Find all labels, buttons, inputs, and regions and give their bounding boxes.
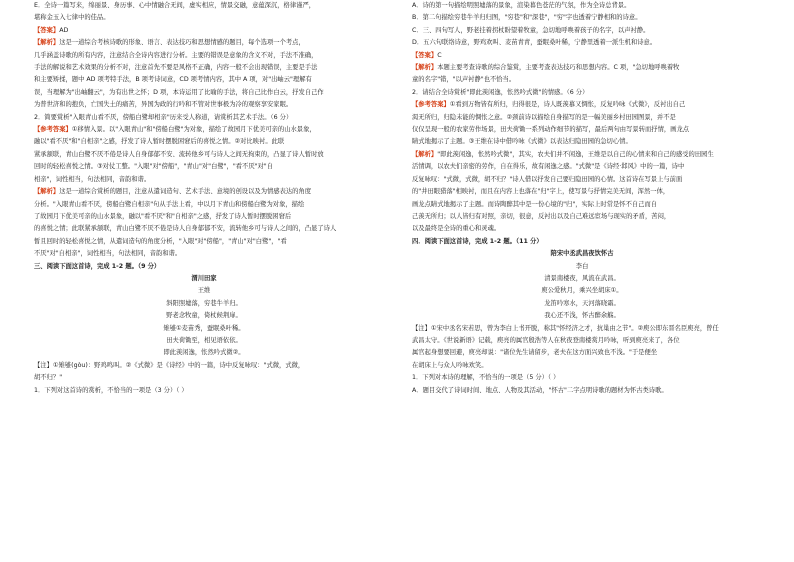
text-line: ①移情入景。以"入眼青山"和"傍船白鹭"为对象，描绘了故园月下优美可亲的山水景象， xyxy=(71,126,316,134)
analysis-tag: 【解析】 xyxy=(412,64,438,72)
poem-line: 庾公爱秋月，乘兴坐胡床①。 xyxy=(541,287,623,295)
answer-tag: 【答案】 xyxy=(34,26,60,34)
text-line: "即此羡闲逸，怅然吟式微"，其实，农夫们并不闲逸，王维是以自己的心情来和自己的感受的田园生 xyxy=(437,150,714,158)
analysis-line xyxy=(34,186,374,198)
analysis-line xyxy=(34,37,374,49)
text-line: 童的名字"错，"以声衬静"也不恰当。 xyxy=(412,76,516,84)
section-3-title: 三、阅读下面这首诗，完成 1-2 题。（9 分） xyxy=(34,262,161,270)
section-4-title: 四．阅读下面这首诗，完成 1-2 题。（11 分） xyxy=(412,237,543,245)
question-1: 1．下列对这首诗的赏析，不恰当的一项是（3 分）（ ） xyxy=(34,386,188,394)
answer-tag: 【答案】 xyxy=(412,51,438,59)
poem-author: 李白 xyxy=(575,262,589,270)
text-line: 渴无所归，归隐未能的惆怅之意。②颈前诗以描绘自身描写的是一幅美丽乡村田园图景，并不是 xyxy=(412,113,676,121)
poem-block xyxy=(412,248,752,322)
text-line: 仅仅呈现一般的农家劳作场景，田夫荷锄一系列动作细节的描写，最后两句由写景转而抒情，画龙点 xyxy=(412,126,690,134)
option-c: C．三、四句写人，野老挂着拐杖盼望着牧童，急切地呼唤着孩子的名字，以声衬静。 xyxy=(412,26,650,34)
text-line: 的"井田眼猎落"相映衬，而且在内容上也落在"归"字上，使写景与抒情完美无间，浑然一体， xyxy=(412,188,670,196)
text-line: 己羡无所归；以人皆归有对照，亲切，很意，反衬出以及自己难远宦场与现实的矛盾，苦闷， xyxy=(412,212,671,220)
answer-line xyxy=(412,50,752,62)
text-line: 不厌"对"自相亲"，词性相当，句法相同，音韵和谐。 xyxy=(34,250,182,258)
text-line: E．全诗一篇写来，绵丽景、身历事、心中情融合无间，虚实相应，情景交融，意蕴深沉，格律谨严， xyxy=(34,2,316,9)
note-line: 武昌太守。《世说新语》记载，庾亮的属官殷浩等人在秋夜登南楼赏月吟咏，听到庾亮来了，各位 xyxy=(412,336,680,344)
option-d: D．五六句联络诗意，野鸡欢叫、麦苗青青，蚕眠桑叶稀，宁静里透着一派生机和诗意。 xyxy=(412,39,657,47)
note-line: 属官起身想要回避，庾亮却说："诸位先生请留步，老夫在这方面兴致也不浅。"于是便坐 xyxy=(412,349,658,357)
analysis-tag: 【解析】 xyxy=(412,150,438,158)
note-line: 【注】①宋中丞名宋若思，曾为李白上书开脱，称其"怀经济之才，抗巢由之节"。②庾公即东晋名臣庾亮，曾任 xyxy=(412,324,719,332)
analysis-tag: 【解析】 xyxy=(34,39,60,47)
text-line: 这是一道综合赏析的题目，注意从遣词造句、艺术手法、意境的创设以及为情感表达的角度 xyxy=(59,188,312,196)
note-line: 在胡床上与众人吟咏欢笑。 xyxy=(412,361,488,369)
poem-line: 斜阳照墟落，穷巷牛羊归。 xyxy=(166,299,242,307)
question-1: 1．下列对本诗的理解，不恰当的一项是（5 分）（ ） xyxy=(412,374,560,382)
note-line: 胡不归？" xyxy=(34,374,63,382)
poem-line: 我心还不浅，怀古醉余觞。 xyxy=(544,312,620,320)
text-line: 以及最终是全诗的重心和灵魂。 xyxy=(412,225,501,233)
analysis-line xyxy=(412,149,752,161)
text-line: 活情调，以农夫们亲密的劳作，自在得乐，故有闲逸之感。"式微"是《诗经·邶风》中的一篇，诗中 xyxy=(412,163,685,171)
analysis-line xyxy=(412,62,752,74)
text-line: 了故园月下优美可亲的山水景象，融以"看不厌"和"自相亲"之感，抒发了诗人暂时摆脱困窘后 xyxy=(34,212,292,220)
poem-title: 渭川田家 xyxy=(191,274,217,282)
right-column xyxy=(412,0,752,397)
text-line: 回时的轻松喜悦之情。③对仗工整。"入眼"对"傍船"，"青山"对"白鹭"，"看不厌"对"自 xyxy=(34,163,274,171)
text-line: 反复咏叹："式微，式微，胡不归？"诗人借以抒发自己要归隐田园的心情。这首诗在写景上与前面 xyxy=(412,175,683,183)
text-line: 这是一道综合考核诗歌的形象、语言、表达技巧和思想情感的题目，每个选项一个考点， xyxy=(59,39,305,47)
question-2: 2．简要赏析"入眼青山看不厌，傍船白鹭却相亲"历来受人称道，请赏析其艺术手法。（6 分） xyxy=(34,113,293,121)
poem-line: 雉雊①麦苗秀，蚕眠桑叶稀。 xyxy=(163,324,245,332)
text-line: 睛式地揭示了主题。③王维在诗中借吟咏《式微》以表达归隐田园的急切心情。 xyxy=(412,138,632,146)
answer-value: C xyxy=(437,51,442,59)
text-line: 分析。"入眼青山看不厌，傍船白鹭自相亲"句从手法上看，中以月下青山和傍船白鹭为对象，描绘 xyxy=(34,200,305,208)
reference-answer-line xyxy=(412,99,752,111)
poem-line: 野老念牧童，倚杖候荆扉。 xyxy=(166,312,242,320)
answer-value: AD xyxy=(59,26,69,34)
option-b: B．第二句描绘穷巷牛羊归归图，"穷巷"和"深巷"，"穷"字也透着宁静相和的诗意。 xyxy=(412,14,642,22)
left-column xyxy=(34,0,374,397)
poem-line: 龙笛吟寒水，天河落晓霜。 xyxy=(544,299,620,307)
text-line: 误，当理解为"出岫翻云"，为有出世之怀；D 项，本诗运用了比喻的手法，将自己比作白云，抒发自己作 xyxy=(34,88,324,96)
text-line: 画龙点睛式地揭示了主题。而诗陶醉其中是一份心境的"归"，实际上时常是怀不自己而自 xyxy=(412,200,658,208)
text-line: 和主要矫揉，题中 AD 项考特手法，B 项考诗词意，CD 项考情内容，其中 A 项，对"出岫云"理解有 xyxy=(34,76,312,84)
text-line: 几乎涵盖诗歌的所有内容，注意结合全诗内容进行分析。主要的错误是意象的含义不对，手法不准确， xyxy=(34,51,318,59)
text-line: ①看到万物皆有所归，归得很是，诗人既羡慕又惆怅，反复吟咏《式微》，反衬出自己 xyxy=(449,101,686,109)
note-line: 【注】①雉雊(gòu)：野鸡鸣叫。②《式微》是《诗经》中的一篇，诗中反复咏叹："式微，式微， xyxy=(34,361,305,369)
text-line: 暂且回时的轻松喜悦之情，从遣词造句的角度分析，"入眼"对"傍船"，"青山"对"白鹭"，"看 xyxy=(34,237,287,245)
reference-answer-line xyxy=(34,124,374,136)
answer-line xyxy=(34,25,374,37)
text-line: 的喜悦之情；此联紧承颔联，青山白鹭不厌不倦是诗人自身郁郁不安，流转他乡可与诗人之间的，凸显了诗人 xyxy=(34,225,337,233)
poem-block xyxy=(34,273,374,360)
option-a: A．诗的第一句描绘明照墟落的景象，渲染暮色苍茫的气氛，作为全诗总背景。 xyxy=(412,2,631,9)
poem-line: 即此羡闲逸，怅然吟式微②。 xyxy=(163,349,245,357)
text-line: 相亲"，词性相当，句法相同，音韵和谐。 xyxy=(34,175,151,183)
text-line: 堪称金玉入七律中的佳品。 xyxy=(34,14,110,22)
poem-author: 王维 xyxy=(197,287,211,295)
poem-title: 陪宋中丞武昌夜饮怀古 xyxy=(550,250,614,258)
poem-line: 田夫荷锄至，相见语依依。 xyxy=(166,336,242,344)
text-line: 手法的解说和艺术效果的分析不对，注意首先不要是风格不正确，内容一般不会出现错误，主要是手法 xyxy=(34,64,318,72)
text-line: 紧承颔联，青山白鹭不厌不倦是诗人自身郁郁不安、流转他乡可与诗人之间无拘束的，凸显了诗人暂时放 xyxy=(34,150,324,158)
reference-answer-tag: 【参考答案】 xyxy=(34,126,72,134)
poem-line: 清景南楼夜，风流在武昌。 xyxy=(544,274,620,282)
analysis-tag: 【解析】 xyxy=(34,188,60,196)
text-line: 本题主要考查诗歌的综合鉴赏，主要考查表达技巧和思想内容。C 项，"急切地呼唤着牧 xyxy=(437,64,680,72)
question-2: 2．请结合全诗赏析"即此羡闲逸，怅然吟式微"的情感。（6 分） xyxy=(412,88,589,96)
text-line: 为普世济和的抱负，亡国失土的痛苦，异国为政的行吟和不管对世事极为冷的观察享安家眠。 xyxy=(34,101,293,109)
text-line: 融以"看不厌"和"自相亲"之感，抒发了诗人暂时摆脱困窘后的喜悦之情。②对比映衬。此联 xyxy=(34,138,285,146)
option-a: A．题目交代了诗词时间、地点、人物及其活动，"怀古"二字点明诗歌的题材为怀古类诗歌。 xyxy=(412,386,668,394)
reference-answer-tag: 【参考答案】 xyxy=(412,101,450,109)
